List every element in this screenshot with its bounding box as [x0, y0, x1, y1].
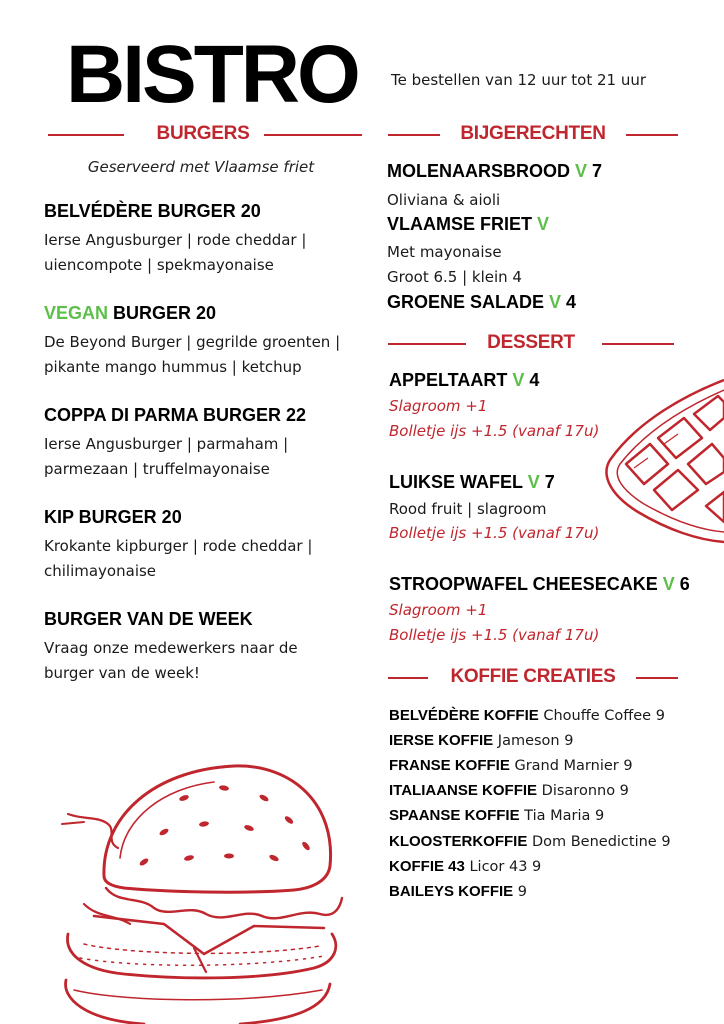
vegan-tag: VEGAN [44, 303, 109, 323]
coffee-item [389, 707, 665, 724]
item-title [387, 214, 549, 235]
vegetarian-tag: V [575, 161, 588, 181]
waffle-illustration [598, 372, 724, 548]
item-description [44, 636, 298, 685]
coffee-item [389, 883, 527, 900]
description-line: De Beyond Burger | gegrilde groenten | [44, 333, 341, 351]
coffee-name: BAILEYS KOFFIE [389, 883, 514, 900]
coffee-name: KLOOSTERKOFFIE [389, 833, 528, 850]
coffee-detail: Tia Maria 9 [519, 808, 605, 824]
item-description [387, 240, 522, 289]
description-line: Groot 6.5 | klein 4 [387, 267, 522, 286]
item-description: Oliviana & aioli [387, 191, 501, 209]
description-line: pikante mango hummus | ketchup [44, 357, 302, 376]
coffee-name: IERSE KOFFIE [389, 732, 494, 749]
coffee-name: FRANSE KOFFIE [389, 757, 510, 774]
vegetarian-tag: V [512, 370, 525, 390]
item-title: COPPA DI PARMA BURGER 22 [44, 405, 307, 425]
item-title [387, 161, 602, 182]
coffee-detail: Dom Benedictine 9 [527, 834, 671, 850]
section-title-burgers: BURGERS [156, 123, 250, 144]
item-description [44, 432, 288, 481]
item-title [389, 472, 555, 493]
description-line: burger van de week! [44, 663, 200, 682]
item-extra: Bolletje ijs +1.5 (vanaf 17u) [389, 524, 600, 542]
item-title-text: LUIKSE WAFEL [389, 472, 528, 492]
item-title [389, 370, 539, 391]
coffee-item [389, 807, 604, 824]
burgers-subtitle: Geserveerd met Vlaamse friet [87, 158, 315, 176]
section-title-koffie: KOFFIE CREATIES [450, 666, 616, 687]
description-line: parmezaan | truffelmayonaise [44, 459, 270, 478]
coffee-name: ITALIAANSE KOFFIE [389, 782, 538, 799]
item-extra: Bolletje ijs +1.5 (vanaf 17u) [389, 626, 600, 644]
item-title-text: GROENE SALADE [387, 292, 550, 312]
description-line: Ierse Angusburger | parmaham | [44, 435, 289, 453]
burger-illustration [44, 758, 344, 1024]
item-title-text: MOLENAARSBROOD [387, 161, 575, 181]
coffee-item [389, 833, 671, 850]
section-header-bijgerechten [388, 123, 678, 147]
coffee-item [389, 858, 541, 875]
coffee-detail: Jameson 9 [493, 733, 574, 749]
description-line: Ierse Angusburger | rode cheddar | [44, 231, 307, 249]
page-title: BISTRO [66, 29, 358, 120]
description-line: chilimayonaise [44, 561, 157, 580]
item-price: 4 [561, 292, 577, 312]
coffee-detail: Chouffe Coffee 9 [538, 708, 665, 724]
item-extra: Slagroom +1 [389, 601, 488, 619]
item-title-text: STROOPWAFEL CHEESECAKE [389, 574, 663, 594]
section-header-koffie [388, 666, 678, 690]
item-price: 6 [674, 574, 690, 594]
item-title: BURGER VAN DE WEEK [44, 609, 253, 629]
item-extra: Slagroom +1 [389, 397, 488, 415]
vegetarian-tag: V [549, 292, 562, 312]
item-extra: Bolletje ijs +1.5 (vanaf 17u) [389, 422, 600, 440]
section-title-bijgerechten: BIJGERECHTEN [460, 123, 606, 144]
item-title [44, 303, 216, 324]
coffee-name: KOFFIE 43 [389, 858, 465, 875]
item-title-text: VLAAMSE FRIET [387, 214, 538, 234]
description-line: Vraag onze medewerkers naar de [44, 639, 298, 657]
coffee-item [389, 757, 633, 774]
vegetarian-tag: V [537, 214, 550, 234]
description-line: Met mayonaise [387, 243, 502, 261]
coffee-detail: 9 [513, 884, 528, 900]
item-title: KIP BURGER 20 [44, 507, 182, 527]
order-hours: Te bestellen van 12 uur tot 21 uur [391, 71, 647, 89]
item-price: 7 [587, 161, 603, 181]
section-header-dessert [388, 332, 674, 356]
item-description [44, 534, 312, 583]
item-title [387, 292, 576, 313]
item-title-text: APPELTAART [389, 370, 513, 390]
item-price: 4 [524, 370, 540, 390]
item-description: Rood fruit | slagroom [389, 500, 547, 518]
item-description [44, 330, 340, 379]
vegetarian-tag: V [527, 472, 540, 492]
coffee-detail: Disaronno 9 [537, 783, 629, 799]
coffee-name: BELVÉDÈRE KOFFIE [389, 707, 539, 724]
item-description [44, 228, 306, 277]
coffee-detail: Licor 43 9 [464, 859, 542, 875]
item-title [389, 574, 690, 595]
description-line: Krokante kipburger | rode cheddar | [44, 537, 313, 555]
section-header-burgers [44, 123, 362, 147]
section-title-dessert: DESSERT [487, 332, 575, 353]
coffee-detail: Grand Marnier 9 [509, 758, 633, 774]
coffee-item [389, 782, 629, 799]
item-price: 7 [539, 472, 555, 492]
description-line: uiencompote | spekmayonaise [44, 255, 274, 274]
item-title-text: BURGER 20 [108, 303, 217, 323]
item-title: BELVÉDÈRE BURGER 20 [44, 201, 261, 221]
coffee-item [389, 732, 573, 749]
coffee-name: SPAANSE KOFFIE [389, 807, 520, 824]
vegetarian-tag: V [662, 574, 675, 594]
